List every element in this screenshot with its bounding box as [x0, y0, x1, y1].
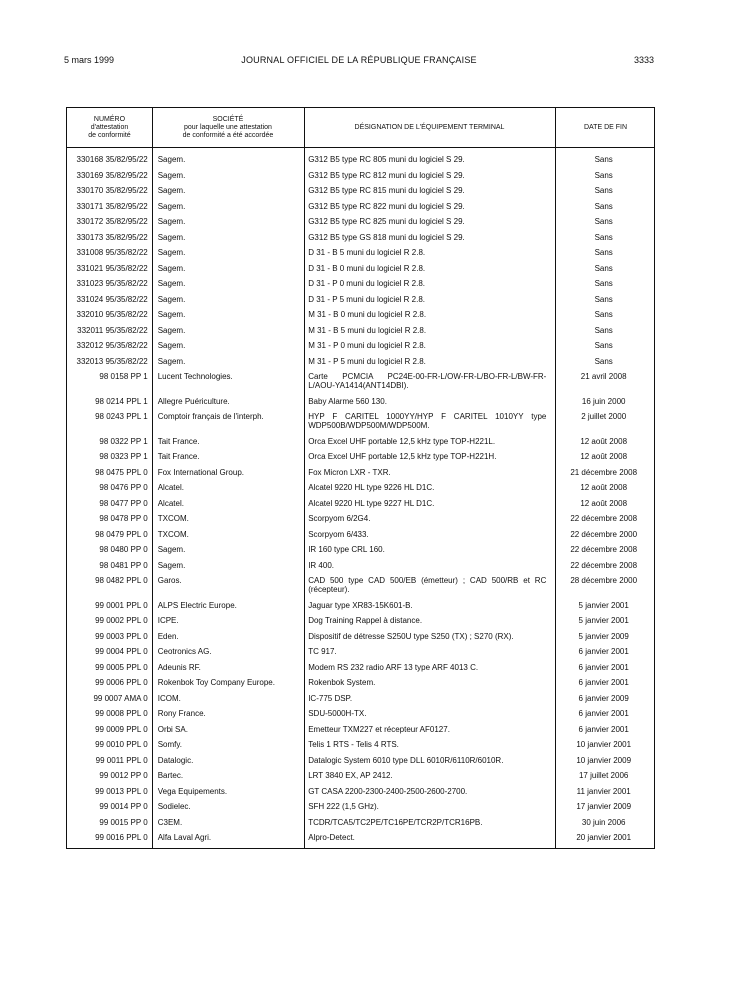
cell-designation: TCDR/TCA5/TC2PE/TC16PE/TCR2P/TCR16PB. — [308, 817, 483, 827]
cell-societe: Comptoir français de l'interph. — [157, 412, 264, 421]
cell-numero: 331008 95/35/82/22 — [76, 248, 148, 257]
cell-societe: Sagem. — [157, 294, 186, 304]
cell-designation: IR 400. — [308, 560, 334, 570]
table-row — [67, 449, 654, 465]
cell-societe: Sagem. — [157, 341, 186, 350]
cell-designation: Modem RS 232 radio ARF 13 type ARF 4013 C. — [308, 662, 479, 672]
cell-numero: 99 0011 PPL 0 — [95, 755, 148, 765]
cell-numero: 332010 95/35/82/22 — [76, 310, 148, 319]
cell-numero: 99 0004 PPL 0 — [95, 647, 148, 656]
cell-numero: 330172 35/82/95/22 — [76, 217, 148, 226]
table-row — [67, 338, 654, 354]
table-row — [67, 323, 654, 339]
table-row — [67, 558, 654, 574]
cell-date-fin: Sans — [594, 232, 613, 242]
cell-numero: 330173 35/82/95/22 — [76, 232, 148, 242]
table-row — [67, 660, 654, 676]
cell-societe: Rony France. — [157, 709, 206, 718]
table-row — [67, 394, 654, 410]
cell-societe: Eden. — [157, 631, 179, 641]
cell-numero: 332012 95/35/82/22 — [76, 341, 148, 350]
cell-date-fin: 5 janvier 2001 — [578, 600, 629, 610]
cell-numero: 332013 95/35/82/22 — [76, 356, 148, 366]
cell-date-fin: 12 août 2008 — [580, 498, 628, 508]
page-header — [64, 55, 654, 69]
cell-designation: Alcatel 9220 HL type 9226 HL D1C. — [308, 483, 435, 492]
cell-date-fin: 22 décembre 2000 — [570, 529, 638, 539]
cell-societe: Bartec. — [157, 771, 184, 780]
cell-societe: Sagem. — [157, 279, 186, 288]
cell-date-fin: 2 juillet 2000 — [581, 412, 627, 421]
cell-societe: Tait France. — [157, 436, 200, 446]
cell-societe: Vega Equipements. — [157, 786, 228, 796]
cell-numero: 99 0010 PPL 0 — [95, 740, 148, 749]
table-row — [67, 799, 654, 815]
cell-date-fin: 6 janvier 2001 — [578, 647, 629, 656]
table-row — [67, 613, 654, 629]
cell-designation: SFH 222 (1,5 GHz). — [308, 802, 379, 811]
table-row — [67, 830, 654, 846]
cell-date-fin: 22 décembre 2008 — [570, 560, 638, 570]
cell-numero: 98 0480 PP 0 — [99, 545, 148, 554]
cell-societe: Sagem. — [157, 155, 186, 164]
cell-societe: Alcatel. — [157, 483, 184, 492]
cell-numero: 99 0003 PPL 0 — [95, 631, 148, 641]
table-row — [67, 369, 654, 394]
table-row — [67, 691, 654, 707]
cell-numero: 99 0002 PPL 0 — [95, 616, 148, 625]
table-body — [67, 152, 654, 846]
cell-designation: Alpro-Detect. — [308, 833, 355, 842]
cell-societe: TXCOM. — [157, 514, 189, 523]
cell-date-fin: Sans — [594, 170, 613, 180]
table-row — [67, 465, 654, 481]
cell-designation: IR 160 type CRL 160. — [308, 545, 385, 554]
attestation-table — [66, 107, 655, 849]
cell-date-fin: 21 avril 2008 — [580, 372, 627, 381]
table-row — [67, 722, 654, 738]
table-row — [67, 292, 654, 308]
table-row — [67, 245, 654, 261]
cell-designation: D 31 - B 0 muni du logiciel R 2.8. — [308, 263, 426, 273]
cell-date-fin: 6 janvier 2001 — [578, 724, 629, 734]
cell-date-fin: 12 août 2008 — [580, 436, 628, 446]
cell-designation: CAD 500 type CAD 500/EB (émetteur) ; CAD 500/RB et RC (récepteur). — [308, 576, 547, 594]
cell-societe: Ceotronics AG. — [157, 647, 212, 656]
cell-designation: GT CASA 2200-2300-2400-2500-2600-2700. — [308, 786, 468, 796]
cell-designation: G312 B5 type RC 815 muni du logiciel S 29. — [308, 186, 465, 195]
journal-title: JOURNAL OFFICIEL DE LA RÉPUBLIQUE FRANÇAISE — [241, 55, 477, 65]
header-societe-line: pour laquelle une attestation — [184, 123, 272, 131]
table-row — [67, 409, 654, 434]
cell-designation: G312 B5 type RC 812 muni du logiciel S 29. — [308, 170, 465, 180]
cell-societe: Tait France. — [157, 452, 200, 461]
table-row — [67, 496, 654, 512]
cell-societe: ICOM. — [157, 693, 181, 703]
cell-date-fin: 10 janvier 2001 — [576, 740, 632, 749]
table-row — [67, 784, 654, 800]
table-row — [67, 168, 654, 184]
table-row — [67, 307, 654, 323]
cell-numero: 98 0477 PP 0 — [99, 498, 148, 508]
cell-societe: Sagem. — [157, 186, 186, 195]
cell-numero: 98 0476 PP 0 — [99, 483, 148, 492]
cell-designation: M 31 - B 5 muni du logiciel R 2.8. — [308, 325, 427, 335]
cell-societe: Alfa Laval Agri. — [157, 833, 212, 842]
cell-societe: Garos. — [157, 576, 182, 585]
cell-numero: 330171 35/82/95/22 — [76, 201, 148, 211]
cell-designation: TC 917. — [308, 647, 337, 656]
cell-date-fin: Sans — [594, 279, 613, 288]
cell-numero: 99 0015 PP 0 — [99, 817, 148, 827]
cell-designation: G312 B5 type GS 818 muni du logiciel S 29. — [308, 232, 465, 242]
cell-date-fin: Sans — [594, 356, 613, 366]
cell-societe: Sagem. — [157, 325, 186, 335]
cell-societe: Sagem. — [157, 170, 186, 180]
cell-numero: 98 0475 PPL 0 — [95, 467, 148, 477]
cell-designation: M 31 - P 0 muni du logiciel R 2.8. — [308, 341, 426, 350]
cell-designation: Baby Alarme 560 130. — [308, 396, 387, 406]
cell-numero: 99 0008 PPL 0 — [95, 709, 148, 718]
cell-numero: 332011 95/35/82/22 — [77, 325, 148, 335]
cell-designation: LRT 3840 EX, AP 2412. — [308, 771, 393, 780]
cell-numero: 98 0323 PP 1 — [99, 452, 148, 461]
table-row — [67, 542, 654, 558]
cell-societe: Rokenbok Toy Company Europe. — [157, 678, 275, 687]
cell-date-fin: Sans — [594, 310, 613, 319]
cell-societe: Sagem. — [157, 310, 186, 319]
table-row — [67, 354, 654, 370]
cell-date-fin: 22 décembre 2008 — [570, 545, 638, 554]
cell-date-fin: 5 janvier 2009 — [578, 631, 629, 641]
cell-societe: Fox International Group. — [157, 467, 244, 477]
cell-numero: 99 0016 PPL 0 — [95, 833, 148, 842]
table-row — [67, 737, 654, 753]
cell-designation: Emetteur TXM227 et récepteur AF0127. — [308, 724, 450, 734]
table-row — [67, 753, 654, 769]
cell-designation: Fox Micron LXR - TXR. — [308, 467, 391, 477]
table-row — [67, 276, 654, 292]
table-row — [67, 434, 654, 450]
cell-designation: Orca Excel UHF portable 12,5 kHz type TOP-H221L. — [308, 436, 496, 446]
cell-date-fin: 21 décembre 2008 — [570, 467, 638, 477]
cell-date-fin: 20 janvier 2001 — [576, 833, 632, 842]
cell-designation: M 31 - P 5 muni du logiciel R 2.8. — [308, 356, 426, 366]
table-row — [67, 527, 654, 543]
cell-societe: Sagem. — [157, 263, 186, 273]
cell-numero: 99 0013 PPL 0 — [95, 786, 148, 796]
cell-designation: Datalogic System 6010 type DLL 6010R/6110R/6010R. — [308, 755, 504, 765]
cell-numero: 99 0007 AMA 0 — [93, 693, 148, 703]
cell-date-fin: Sans — [594, 341, 613, 350]
cell-numero: 99 0009 PPL 0 — [95, 724, 148, 734]
issue-date: 5 mars 1999 — [64, 55, 115, 65]
cell-societe: Sodielec. — [157, 802, 191, 811]
cell-date-fin: 30 juin 2006 — [581, 817, 626, 827]
cell-date-fin: 6 janvier 2001 — [578, 678, 629, 687]
cell-societe: Allegre Puériculture. — [157, 396, 230, 406]
cell-date-fin: 16 juin 2000 — [581, 396, 626, 406]
cell-date-fin: 12 août 2008 — [580, 483, 628, 492]
cell-numero: 331024 95/35/82/22 — [76, 294, 148, 304]
table-row — [67, 230, 654, 246]
table-row — [67, 573, 654, 598]
cell-date-fin: Sans — [594, 263, 613, 273]
header-numero — [67, 108, 152, 147]
table-row — [67, 511, 654, 527]
cell-date-fin: 11 janvier 2001 — [576, 786, 631, 796]
header-societe-line: SOCIÉTÉ — [212, 115, 244, 123]
cell-societe: Orbi SA. — [157, 724, 188, 734]
table-row — [67, 183, 654, 199]
header-date-fin: DATE DE FIN — [583, 123, 628, 131]
cell-designation: Scorpyom 6/2G4. — [308, 514, 371, 523]
cell-societe: Lucent Technologies. — [157, 372, 233, 381]
table-row — [67, 152, 654, 168]
cell-date-fin: Sans — [594, 294, 613, 304]
cell-designation: Alcatel 9220 HL type 9227 HL D1C. — [308, 498, 435, 508]
header-designation: DÉSIGNATION DE L'ÉQUIPEMENT TERMINAL — [354, 123, 505, 131]
cell-designation: G312 B5 type RC 805 muni du logiciel S 29. — [308, 155, 465, 164]
cell-societe: Sagem. — [157, 356, 186, 366]
header-societe-line: de conformité a été accordée — [182, 131, 274, 139]
cell-numero: 331023 95/35/82/22 — [76, 279, 148, 288]
cell-numero: 98 0322 PP 1 — [99, 436, 148, 446]
cell-designation: Dog Training Rappel à distance. — [308, 616, 423, 625]
cell-numero: 331021 95/35/82/22 — [76, 263, 148, 273]
cell-date-fin: 10 janvier 2009 — [576, 755, 632, 765]
cell-societe: Sagem. — [157, 248, 186, 257]
cell-date-fin: 6 janvier 2009 — [578, 693, 629, 703]
table-row — [67, 815, 654, 831]
cell-designation: M 31 - B 0 muni du logiciel R 2.8. — [308, 310, 427, 319]
cell-societe: Datalogic. — [157, 755, 194, 765]
cell-date-fin: 12 août 2008 — [580, 452, 628, 461]
cell-designation: Rokenbok System. — [308, 678, 376, 687]
cell-designation: IC-775 DSP. — [308, 693, 353, 703]
table-row — [67, 598, 654, 614]
cell-date-fin: Sans — [594, 155, 613, 164]
cell-designation: D 31 - P 0 muni du logiciel R 2.8. — [308, 279, 426, 288]
table-header — [67, 108, 654, 148]
cell-numero: 98 0243 PPL 1 — [95, 412, 148, 421]
header-numero-line: NUMÉRO — [93, 115, 126, 123]
table-row — [67, 644, 654, 660]
cell-date-fin: Sans — [594, 217, 613, 226]
cell-designation: Jaguar type XR83-15K601-B. — [308, 600, 413, 610]
cell-numero: 98 0479 PPL 0 — [95, 529, 148, 539]
cell-designation: D 31 - P 5 muni du logiciel R 2.8. — [308, 294, 426, 304]
cell-societe: C3EM. — [157, 817, 183, 827]
cell-date-fin: Sans — [594, 325, 613, 335]
cell-societe: ALPS Electric Europe. — [157, 600, 237, 610]
cell-date-fin: 6 janvier 2001 — [578, 662, 629, 672]
cell-numero: 99 0001 PPL 0 — [95, 600, 148, 610]
cell-societe: Sagem. — [157, 217, 186, 226]
cell-designation: Scorpyom 6/433. — [308, 529, 369, 539]
cell-date-fin: 6 janvier 2001 — [578, 709, 629, 718]
cell-numero: 98 0482 PPL 0 — [95, 576, 148, 585]
cell-designation: G312 B5 type RC 822 muni du logiciel S 29. — [308, 201, 465, 211]
table-row — [67, 629, 654, 645]
cell-designation: Orca Excel UHF portable 12,5 kHz type TOP-H221H. — [308, 452, 497, 461]
cell-designation: D 31 - B 5 muni du logiciel R 2.8. — [308, 248, 426, 257]
cell-date-fin: 22 décembre 2008 — [570, 514, 638, 523]
page-number: 3333 — [633, 55, 654, 65]
table-row — [67, 706, 654, 722]
cell-societe: Sagem. — [157, 545, 186, 554]
cell-numero: 330169 35/82/95/22 — [76, 170, 148, 180]
cell-date-fin: 17 janvier 2009 — [576, 802, 632, 811]
cell-societe: Sagem. — [157, 560, 186, 570]
cell-date-fin: 17 juillet 2006 — [578, 771, 629, 780]
table-row — [67, 261, 654, 277]
table-row — [67, 214, 654, 230]
cell-numero: 99 0005 PPL 0 — [95, 662, 148, 672]
cell-societe: Sagem. — [157, 201, 186, 211]
cell-numero: 98 0478 PP 0 — [99, 514, 148, 523]
cell-numero: 330168 35/82/95/22 — [76, 155, 148, 164]
cell-numero: 330170 35/82/95/22 — [76, 186, 148, 195]
cell-numero: 99 0012 PP 0 — [99, 771, 148, 780]
cell-numero: 98 0158 PP 1 — [99, 372, 148, 381]
header-numero-line: d'attestation — [90, 123, 129, 131]
cell-designation: Dispositif de détresse S250U type S250 (TX) ; S270 (RX). — [308, 631, 514, 641]
table-row — [67, 675, 654, 691]
cell-designation: Telis 1 RTS - Telis 4 RTS. — [308, 740, 399, 749]
cell-numero: 99 0014 PP 0 — [99, 802, 148, 811]
cell-societe: TXCOM. — [157, 529, 189, 539]
cell-numero: 98 0481 PP 0 — [99, 560, 148, 570]
cell-societe: Sagem. — [157, 232, 186, 242]
cell-numero: 99 0006 PPL 0 — [95, 678, 148, 687]
table-row — [67, 480, 654, 496]
cell-date-fin: Sans — [594, 201, 613, 211]
header-societe — [152, 108, 304, 147]
cell-societe: Somfy. — [157, 740, 183, 749]
cell-designation: G312 B5 type RC 825 muni du logiciel S 29. — [308, 217, 465, 226]
table-row — [67, 768, 654, 784]
cell-societe: Alcatel. — [157, 498, 184, 508]
cell-designation: HYP F CARITEL 1000YY/HYP F CARITEL 1010YY type WDP500B/WDP500M/WDP500M. — [308, 412, 547, 430]
cell-societe: Adeunis RF. — [157, 662, 201, 672]
cell-designation: SDU-5000H-TX. — [308, 709, 367, 718]
cell-date-fin: 5 janvier 2001 — [578, 616, 629, 625]
table-row — [67, 199, 654, 215]
cell-numero: 98 0214 PPL 1 — [95, 396, 148, 406]
cell-date-fin: Sans — [594, 248, 613, 257]
header-numero-line: de conformité — [88, 131, 131, 139]
cell-societe: ICPE. — [157, 616, 179, 625]
cell-date-fin: 28 décembre 2000 — [570, 576, 638, 585]
cell-designation: Carte PCMCIA PC24E-00-FR-L/OW-FR-L/BO-FR-L/BW-FR-L/AOU-YA1414(ANT14DBI). — [308, 372, 547, 390]
cell-date-fin: Sans — [594, 186, 613, 195]
